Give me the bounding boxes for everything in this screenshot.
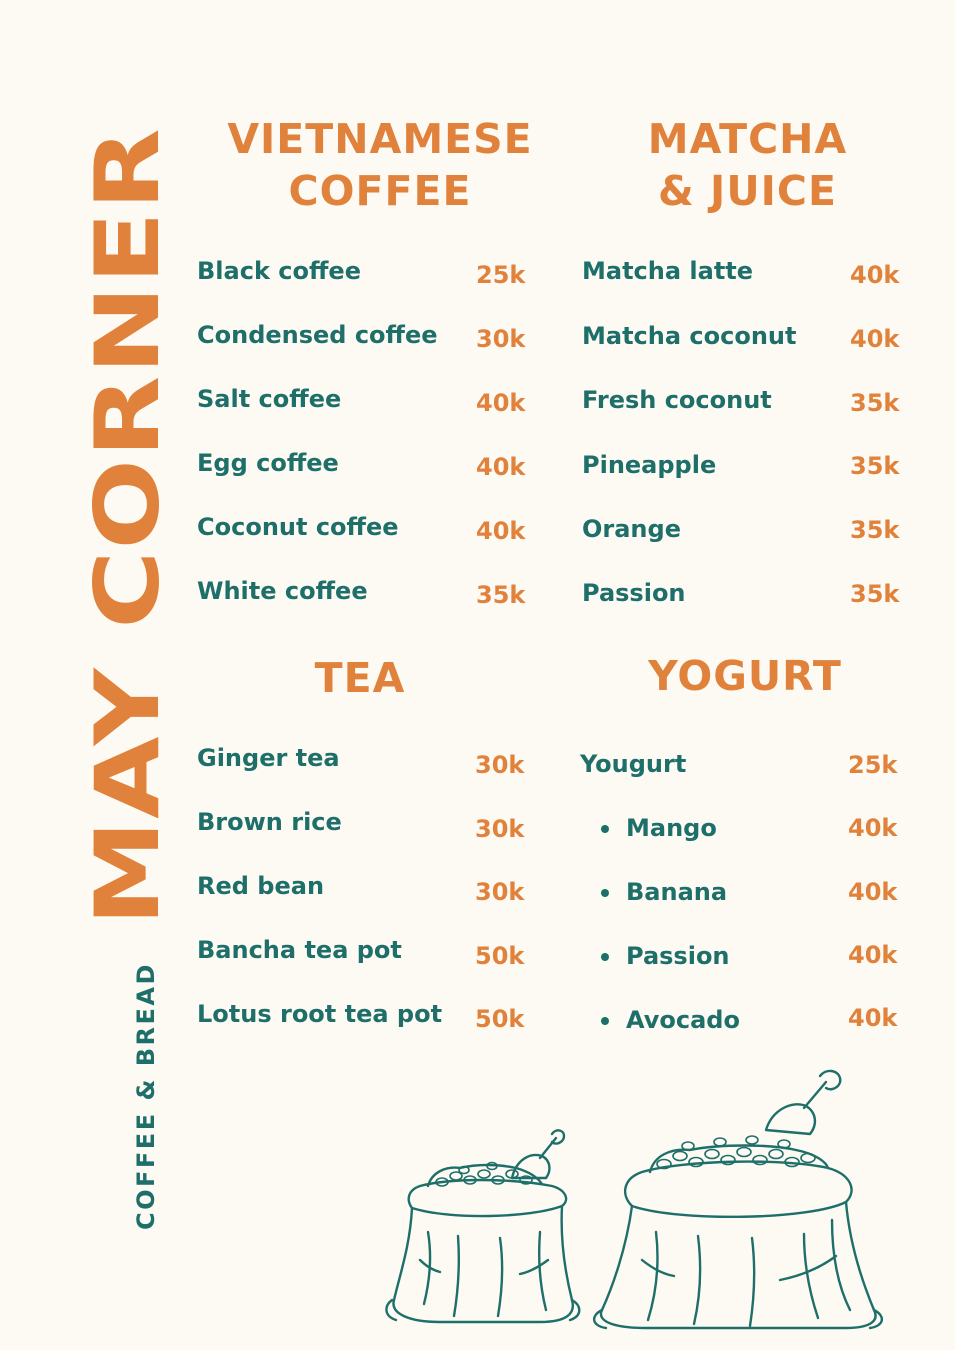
bullet-icon <box>601 825 609 833</box>
menu-item-name: Passion <box>582 579 686 607</box>
heading-line: VIETNAMESE <box>227 115 533 163</box>
menu-item-name: Mango <box>626 814 717 842</box>
bullet-icon <box>601 953 609 961</box>
menu-item-price: 30k <box>475 878 525 906</box>
menu-item-name: Lotus root tea pot <box>197 1000 443 1028</box>
heading-vietnamese-coffee <box>190 113 570 217</box>
menu-item-price: 50k <box>475 1005 525 1033</box>
menu-item-name: Bancha tea pot <box>197 936 402 964</box>
menu-item-price: 40k <box>850 261 900 289</box>
menu-item-name: Fresh coconut <box>582 386 772 414</box>
menu-item-name: White coffee <box>197 577 368 605</box>
menu-item-price: 35k <box>850 516 900 544</box>
menu-item-price: 35k <box>850 389 900 417</box>
heading-tea <box>260 652 460 704</box>
brand-tagline: COFFEE & BREAD <box>132 962 160 1230</box>
menu-item-price: 40k <box>476 453 526 481</box>
heading-line: TEA <box>314 654 406 702</box>
heading-matcha-juice <box>605 113 890 217</box>
menu-item-price: 30k <box>476 325 526 353</box>
menu-item-name: Black coffee <box>197 257 361 285</box>
menu-item-name: Pineapple <box>582 451 717 479</box>
brand-name: MAY CORNER <box>76 127 179 926</box>
heading-yogurt <box>610 650 880 702</box>
menu-item-name: Brown rice <box>197 808 342 836</box>
heading-line: & JUICE <box>658 167 837 215</box>
menu-item-price: 40k <box>848 814 898 842</box>
menu-item-price: 30k <box>475 815 525 843</box>
menu-item-name: Ginger tea <box>197 744 340 772</box>
menu-item-price: 40k <box>848 1004 898 1032</box>
menu-item-name: Matcha latte <box>582 257 754 285</box>
menu-item-price: 35k <box>850 580 900 608</box>
menu-item-name: Coconut coffee <box>197 513 399 541</box>
heading-line: MATCHA <box>647 115 848 163</box>
menu-item-price: 40k <box>850 325 900 353</box>
menu-item-price: 50k <box>475 942 525 970</box>
menu-item-name: Red bean <box>197 872 325 900</box>
menu-item-price: 40k <box>848 941 898 969</box>
menu-item-name: Orange <box>582 515 681 543</box>
heading-line: COFFEE <box>288 167 472 215</box>
menu-item-price: 25k <box>476 261 526 289</box>
menu-item-name: Avocado <box>626 1006 740 1034</box>
menu-item-price: 25k <box>848 751 898 779</box>
menu-item-name: Egg coffee <box>197 449 339 477</box>
menu-item-price: 40k <box>476 389 526 417</box>
menu-item-name: Condensed coffee <box>197 321 438 349</box>
menu-item-name: Passion <box>626 942 730 970</box>
menu-item-name: Salt coffee <box>197 385 342 413</box>
menu-item-price: 40k <box>848 878 898 906</box>
coffee-bean-sacks-icon <box>380 1060 890 1330</box>
menu-item-name: Banana <box>626 878 728 906</box>
menu-item-price: 40k <box>476 517 526 545</box>
menu-item-name: Matcha coconut <box>582 322 797 350</box>
bullet-icon <box>601 889 609 897</box>
bullet-icon <box>601 1017 609 1025</box>
menu-item-price: 35k <box>850 452 900 480</box>
menu-item-price: 35k <box>476 581 526 609</box>
menu-item-price: 30k <box>475 751 525 779</box>
menu-item-name: Yougurt <box>580 750 687 778</box>
heading-line: YOGURT <box>648 652 842 700</box>
